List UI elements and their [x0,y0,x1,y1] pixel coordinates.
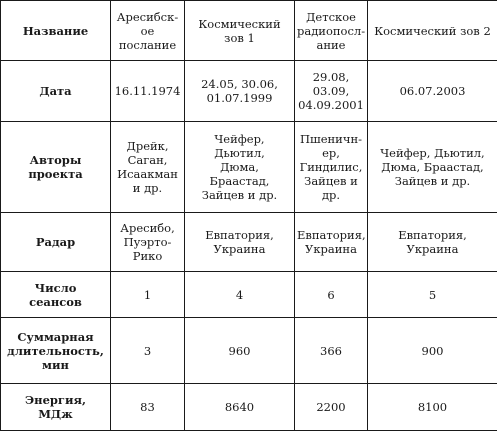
cell-authors-cosmic-call-1: Чейфер, Дьютил, Дюма, Браастад, Зайцев и др. [185,122,295,213]
cell-radar-arecibo: Аресибо, Пуэрто- Рико [111,213,185,272]
table-row-radar [1,213,497,272]
header-cosmic-call-1: Космический зов 1 [185,1,295,61]
row-label-date: Дата [1,61,111,122]
cell-sessions-cosmic-call-1: 4 [185,272,295,318]
cell-date-arecibo: 16.11.1974 [111,61,185,122]
table-row-authors [1,122,497,213]
cell-duration-teen-age: 366 [295,318,368,384]
table-row-energy [1,384,497,431]
table-row-sessions [1,272,497,318]
cell-radar-teen-age: Евпатория, Украина [295,213,368,272]
cell-duration-cosmic-call-2: 900 [368,318,497,384]
cell-sessions-teen-age: 6 [295,272,368,318]
row-label-energy: Энергия, МДж [1,384,111,431]
cell-sessions-cosmic-call-2: 5 [368,272,497,318]
table-row-duration [1,318,497,384]
cell-authors-arecibo: Дрейк, Саган, Исаакман и др. [111,122,185,213]
cell-energy-arecibo: 83 [111,384,185,431]
cell-sessions-arecibo: 1 [111,272,185,318]
header-teen-age-message: Детское радиопосл- ание [295,1,368,61]
header-row [1,1,497,61]
cell-energy-cosmic-call-1: 8640 [185,384,295,431]
header-cosmic-call-2: Космический зов 2 [368,1,497,61]
cell-radar-cosmic-call-1: Евпатория, Украина [185,213,295,272]
row-label-sessions: Число сеансов [1,272,111,318]
row-label-authors: Авторы проекта [1,122,111,213]
cell-date-cosmic-call-1: 24.05, 30.06, 01.07.1999 [185,61,295,122]
table-row-date [1,61,497,122]
cell-duration-cosmic-call-1: 960 [185,318,295,384]
cell-authors-cosmic-call-2: Чейфер, Дьютил, Дюма, Браастад, Зайцев и др. [368,122,497,213]
cell-duration-arecibo: 3 [111,318,185,384]
row-label-name: Название [1,1,111,61]
row-label-radar: Радар [1,213,111,272]
cell-authors-teen-age: Пшеничн- ер, Гиндилис, Зайцев и др. [295,122,368,213]
row-label-duration: Суммарная длительность, мин [1,318,111,384]
header-arecibo-message: Аресибск- ое послание [111,1,185,61]
cell-date-cosmic-call-2: 06.07.2003 [368,61,497,122]
cell-energy-teen-age: 2200 [295,384,368,431]
cell-energy-cosmic-call-2: 8100 [368,384,497,431]
cell-radar-cosmic-call-2: Евпатория, Украина [368,213,497,272]
cell-date-teen-age: 29.08, 03.09, 04.09.2001 [295,61,368,122]
